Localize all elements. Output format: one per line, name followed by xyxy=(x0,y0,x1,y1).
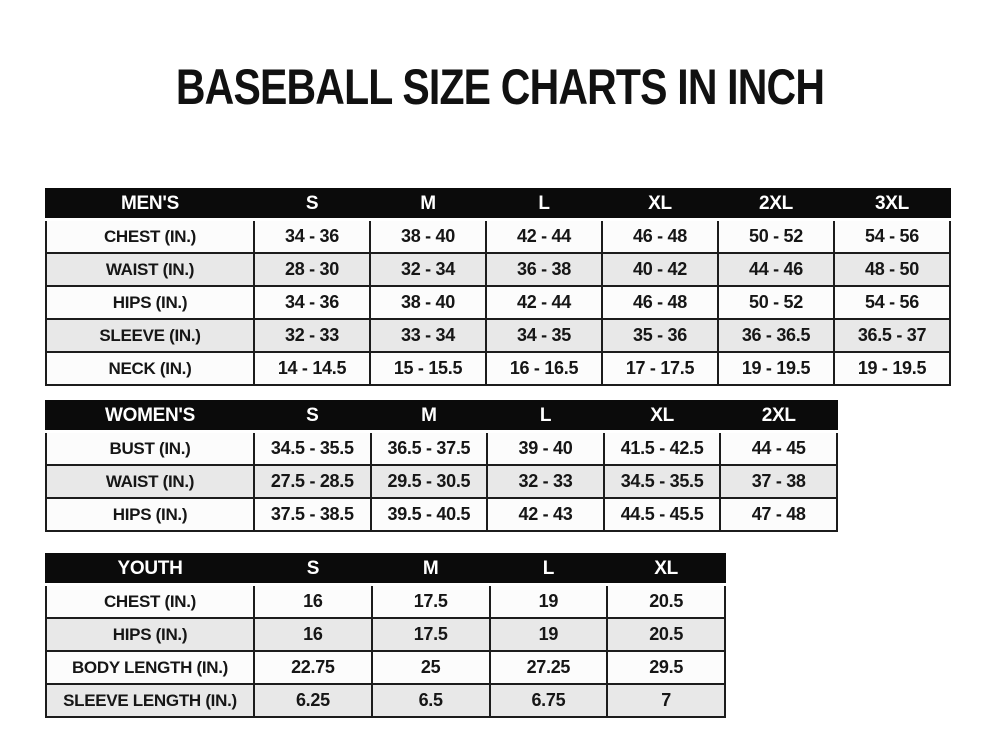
table-row xyxy=(46,352,950,385)
measurement-label-cell: WAIST (IN.) xyxy=(46,253,254,286)
size-value-cell: 42 - 43 xyxy=(487,498,604,531)
size-value-cell: 19 - 19.5 xyxy=(718,352,834,385)
size-header-cell: M xyxy=(372,554,490,585)
size-value-cell: 41.5 - 42.5 xyxy=(604,432,721,466)
size-value-cell: 36.5 - 37 xyxy=(834,319,950,352)
size-value-cell: 20.5 xyxy=(607,585,725,619)
size-header-cell: XL xyxy=(604,401,721,432)
size-value-cell: 17 - 17.5 xyxy=(602,352,718,385)
size-value-cell: 27.25 xyxy=(490,651,608,684)
table-row xyxy=(46,498,837,531)
table-header-row xyxy=(46,554,725,585)
table-row xyxy=(46,465,837,498)
size-value-cell: 54 - 56 xyxy=(834,286,950,319)
size-value-cell: 15 - 15.5 xyxy=(370,352,486,385)
measurement-label-cell: HIPS (IN.) xyxy=(46,498,254,531)
size-value-cell: 34 - 36 xyxy=(254,220,370,254)
table-title-cell: MEN'S xyxy=(46,189,254,220)
size-value-cell: 40 - 42 xyxy=(602,253,718,286)
size-value-cell: 22.75 xyxy=(254,651,372,684)
table-row xyxy=(46,684,725,717)
size-header-cell: S xyxy=(254,401,371,432)
table-row xyxy=(46,651,725,684)
table-title-cell: WOMEN'S xyxy=(46,401,254,432)
size-value-cell: 39 - 40 xyxy=(487,432,604,466)
size-value-cell: 47 - 48 xyxy=(720,498,837,531)
measurement-label-cell: BUST (IN.) xyxy=(46,432,254,466)
size-value-cell: 36 - 38 xyxy=(486,253,602,286)
measurement-label-cell: NECK (IN.) xyxy=(46,352,254,385)
measurement-label-cell: SLEEVE (IN.) xyxy=(46,319,254,352)
size-value-cell: 38 - 40 xyxy=(370,220,486,254)
table-header-row xyxy=(46,189,950,220)
size-value-cell: 16 xyxy=(254,618,372,651)
youth-size-table xyxy=(45,553,726,718)
size-value-cell: 29.5 xyxy=(607,651,725,684)
size-value-cell: 28 - 30 xyxy=(254,253,370,286)
size-value-cell: 6.5 xyxy=(372,684,490,717)
size-value-cell: 46 - 48 xyxy=(602,286,718,319)
size-value-cell: 48 - 50 xyxy=(834,253,950,286)
size-value-cell: 20.5 xyxy=(607,618,725,651)
size-value-cell: 14 - 14.5 xyxy=(254,352,370,385)
size-value-cell: 36.5 - 37.5 xyxy=(371,432,488,466)
table-row xyxy=(46,253,950,286)
measurement-label-cell: CHEST (IN.) xyxy=(46,585,254,619)
size-value-cell: 38 - 40 xyxy=(370,286,486,319)
size-header-cell: 2XL xyxy=(720,401,837,432)
size-header-cell: S xyxy=(254,189,370,220)
size-header-cell: L xyxy=(487,401,604,432)
size-value-cell: 34.5 - 35.5 xyxy=(254,432,371,466)
size-value-cell: 34.5 - 35.5 xyxy=(604,465,721,498)
measurement-label-cell: SLEEVE LENGTH (IN.) xyxy=(46,684,254,717)
table-header-row xyxy=(46,401,837,432)
size-header-cell: L xyxy=(486,189,602,220)
size-value-cell: 50 - 52 xyxy=(718,220,834,254)
size-value-cell: 46 - 48 xyxy=(602,220,718,254)
size-header-cell: XL xyxy=(607,554,725,585)
table-row xyxy=(46,585,725,619)
size-header-cell: XL xyxy=(602,189,718,220)
size-header-cell: M xyxy=(371,401,488,432)
table-row xyxy=(46,286,950,319)
size-value-cell: 44 - 45 xyxy=(720,432,837,466)
size-header-cell: L xyxy=(490,554,608,585)
page-title: BASEBALL SIZE CHARTS IN INCH xyxy=(175,59,825,115)
measurement-label-cell: HIPS (IN.) xyxy=(46,286,254,319)
size-value-cell: 35 - 36 xyxy=(602,319,718,352)
size-value-cell: 6.25 xyxy=(254,684,372,717)
size-value-cell: 39.5 - 40.5 xyxy=(371,498,488,531)
size-value-cell: 32 - 33 xyxy=(254,319,370,352)
size-value-cell: 50 - 52 xyxy=(718,286,834,319)
table-row xyxy=(46,319,950,352)
size-header-cell: 3XL xyxy=(834,189,950,220)
size-value-cell: 6.75 xyxy=(490,684,608,717)
size-value-cell: 44 - 46 xyxy=(718,253,834,286)
table-row xyxy=(46,220,950,254)
size-header-cell: M xyxy=(370,189,486,220)
table-row xyxy=(46,618,725,651)
size-value-cell: 34 - 36 xyxy=(254,286,370,319)
measurement-label-cell: HIPS (IN.) xyxy=(46,618,254,651)
size-value-cell: 32 - 33 xyxy=(487,465,604,498)
mens-size-table xyxy=(45,188,951,386)
size-value-cell: 7 xyxy=(607,684,725,717)
size-value-cell: 34 - 35 xyxy=(486,319,602,352)
measurement-label-cell: CHEST (IN.) xyxy=(46,220,254,254)
size-value-cell: 44.5 - 45.5 xyxy=(604,498,721,531)
size-value-cell: 19 xyxy=(490,618,608,651)
size-value-cell: 42 - 44 xyxy=(486,286,602,319)
size-value-cell: 54 - 56 xyxy=(834,220,950,254)
womens-size-table xyxy=(45,400,838,532)
size-value-cell: 16 xyxy=(254,585,372,619)
size-value-cell: 29.5 - 30.5 xyxy=(371,465,488,498)
measurement-label-cell: WAIST (IN.) xyxy=(46,465,254,498)
size-value-cell: 17.5 xyxy=(372,585,490,619)
size-value-cell: 42 - 44 xyxy=(486,220,602,254)
size-value-cell: 33 - 34 xyxy=(370,319,486,352)
size-value-cell: 17.5 xyxy=(372,618,490,651)
size-value-cell: 27.5 - 28.5 xyxy=(254,465,371,498)
size-value-cell: 19 - 19.5 xyxy=(834,352,950,385)
size-value-cell: 37.5 - 38.5 xyxy=(254,498,371,531)
table-row xyxy=(46,432,837,466)
size-header-cell: S xyxy=(254,554,372,585)
size-value-cell: 16 - 16.5 xyxy=(486,352,602,385)
size-value-cell: 19 xyxy=(490,585,608,619)
size-header-cell: 2XL xyxy=(718,189,834,220)
size-value-cell: 32 - 34 xyxy=(370,253,486,286)
measurement-label-cell: BODY LENGTH (IN.) xyxy=(46,651,254,684)
size-value-cell: 25 xyxy=(372,651,490,684)
size-value-cell: 36 - 36.5 xyxy=(718,319,834,352)
size-value-cell: 37 - 38 xyxy=(720,465,837,498)
table-title-cell: YOUTH xyxy=(46,554,254,585)
